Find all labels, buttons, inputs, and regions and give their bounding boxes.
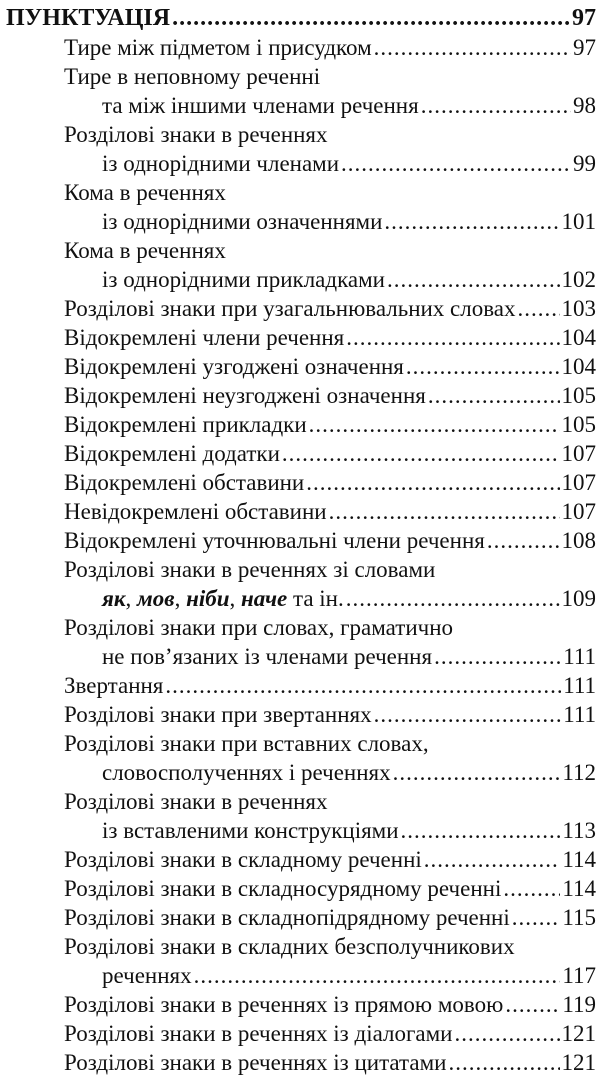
dot-leader [503,874,560,903]
toc-entry-line [6,555,596,584]
entry-title: Розділові знаки в складносурядному реченні [64,876,502,901]
entry-title: Розділові знаки при звертаннях [64,702,372,727]
toc-entry-line [6,62,596,91]
dot-leader [421,91,571,120]
toc-entry [6,700,596,729]
entry-title: Розділові знаки в реченнях зі словами [64,557,436,582]
table-of-contents [6,4,596,1077]
toc-entry [6,323,596,352]
entry-title: Відокремлені члени речення [64,325,345,350]
dot-leader [393,758,561,787]
separator: , [174,586,187,611]
entry-title-continued: із однорідними прикладками [102,267,385,292]
toc-entry-line [6,787,596,816]
entry-title-continued: не пов’язаних із членами речення [102,644,433,669]
entry-page: 108 [561,528,596,553]
toc-entry-line [6,120,596,149]
toc-entry [6,990,596,1019]
entry-page: 97 [573,35,596,60]
emphasis-word: ніби [186,586,230,611]
toc-entry [6,816,596,845]
entry-page: 105 [561,412,596,437]
entry-title-continued: словосполученнях і реченнях [102,760,391,785]
entry-page: 107 [561,470,596,495]
entry-page: 98 [573,93,596,118]
entry-title-continued: із однорідними членами [102,151,340,176]
section-title: ПУНКТУАЦІЯ [6,5,171,31]
entry-page: 107 [561,441,596,466]
separator: , [125,586,138,611]
entry-title-continued: із вставленими конструкціями [102,818,399,843]
dot-leader [434,642,561,671]
entry-page: 113 [562,818,596,843]
entry-page: 119 [562,992,596,1017]
emphasis-word: як [102,586,126,611]
entry-page: 111 [563,702,596,727]
dot-leader [512,903,561,932]
entry-title: Розділові знаки в реченнях із діалогами [64,1021,453,1046]
entry-title: Звертання [64,673,164,698]
toc-entry [6,584,596,613]
entry-page: 104 [561,325,596,350]
toc-entry [6,874,596,903]
dot-leader [387,265,560,294]
entry-title: Тире в неповному реченні [64,64,321,89]
dot-leader [282,439,560,468]
entry-title: Розділові знаки в складному реченні [64,847,422,872]
entry-page: 103 [561,296,596,321]
dot-leader [306,468,559,497]
emphasis-word: мов [137,586,175,611]
entry-page: 112 [562,760,596,785]
entry-title-continued: та між іншими членами речення [102,93,419,118]
entry-title: Розділові знаки при словах, граматично [64,615,454,640]
entry-page: 109 [561,586,596,611]
toc-entry-line [6,236,596,265]
entry-page: 102 [561,267,596,292]
dot-leader [384,207,559,236]
dot-leader [346,584,560,613]
toc-entry-line [6,178,596,207]
dot-leader [172,4,570,33]
toc-entry [6,149,596,178]
dot-leader [454,1019,559,1048]
toc-entry [6,1019,596,1048]
dot-leader [518,294,560,323]
dot-leader [309,410,560,439]
entry-page: 114 [562,847,596,872]
entry-page: 105 [561,383,596,408]
toc-entry [6,381,596,410]
toc-entry-line [6,613,596,642]
emphasis-word: наче [241,586,288,611]
dot-leader [505,990,560,1019]
toc-entry [6,642,596,671]
dot-leader [424,845,561,874]
dot-leader [165,671,561,700]
entry-page: 111 [563,644,596,669]
entry-title: Розділові знаки при вставних словах, [64,731,429,756]
section-page: 97 [572,5,596,31]
dot-leader [329,497,560,526]
entry-page: 99 [573,151,596,176]
entry-title: Розділові знаки в складнопідрядному реченні [64,905,510,930]
toc-entry [6,845,596,874]
toc-entry [6,439,596,468]
entry-title: Тире між підметом і присудком [64,35,372,60]
entry-page: 114 [562,876,596,901]
entry-page: 121 [561,1050,596,1075]
entry-title: Відокремлені неузгоджені означення [64,383,426,408]
dot-leader [448,1048,559,1077]
dot-leader [374,700,562,729]
toc-entry-line [6,729,596,758]
toc-entry [6,1048,596,1077]
entry-title-continued: реченнях [102,963,192,988]
toc-entry [6,91,596,120]
entry-title: Кома в реченнях [64,180,226,205]
entry-page: 117 [562,963,596,988]
toc-entry [6,33,596,62]
entry-title: Розділові знаки при узагальнювальних словах [64,296,516,321]
entry-page: 115 [562,905,596,930]
entry-title: Розділові знаки в реченнях [64,789,328,814]
entry-title: Невідокремлені обставини [64,499,327,524]
toc-entry [6,468,596,497]
entry-title-continued [102,584,344,613]
entry-title-continued: із однорідними означеннями [102,209,383,234]
entry-page: 111 [563,673,596,698]
entry-title: Відокремлені уточнювальні члени речення [64,528,485,553]
toc-entry [6,294,596,323]
entry-page: 107 [561,499,596,524]
entry-title: Розділові знаки в складних безсполучникових [64,934,515,959]
dot-leader [346,323,559,352]
entry-title: Відокремлені узгоджені означення [64,354,404,379]
dot-leader [406,352,560,381]
entry-title: Розділові знаки в реченнях із цитатами [64,1050,447,1075]
toc-entry [6,497,596,526]
toc-entry-line [6,932,596,961]
entry-page: 121 [561,1021,596,1046]
toc-entry [6,903,596,932]
toc-entry [6,758,596,787]
dot-leader [341,149,571,178]
entry-title: Відокремлені обставини [64,470,305,495]
entry-page: 104 [561,354,596,379]
toc-entry [6,526,596,555]
dot-leader [374,33,571,62]
entry-title: Розділові знаки в реченнях [64,122,328,147]
toc-heading [6,4,596,33]
toc-entry [6,265,596,294]
entry-title: Кома в реченнях [64,238,226,263]
dot-leader [487,526,560,555]
toc-entry [6,352,596,381]
dot-leader [428,381,560,410]
toc-entry [6,207,596,236]
toc-entry [6,671,596,700]
toc-entry [6,410,596,439]
separator: , [229,586,241,611]
entry-title: Відокремлені додатки [64,441,280,466]
entry-title: Відокремлені прикладки [64,412,307,437]
entry-title: Розділові знаки в реченнях із прямою мовою [64,992,504,1017]
dot-leader [401,816,561,845]
entry-page: 101 [561,209,596,234]
entry-tail: та ін. [287,586,344,611]
